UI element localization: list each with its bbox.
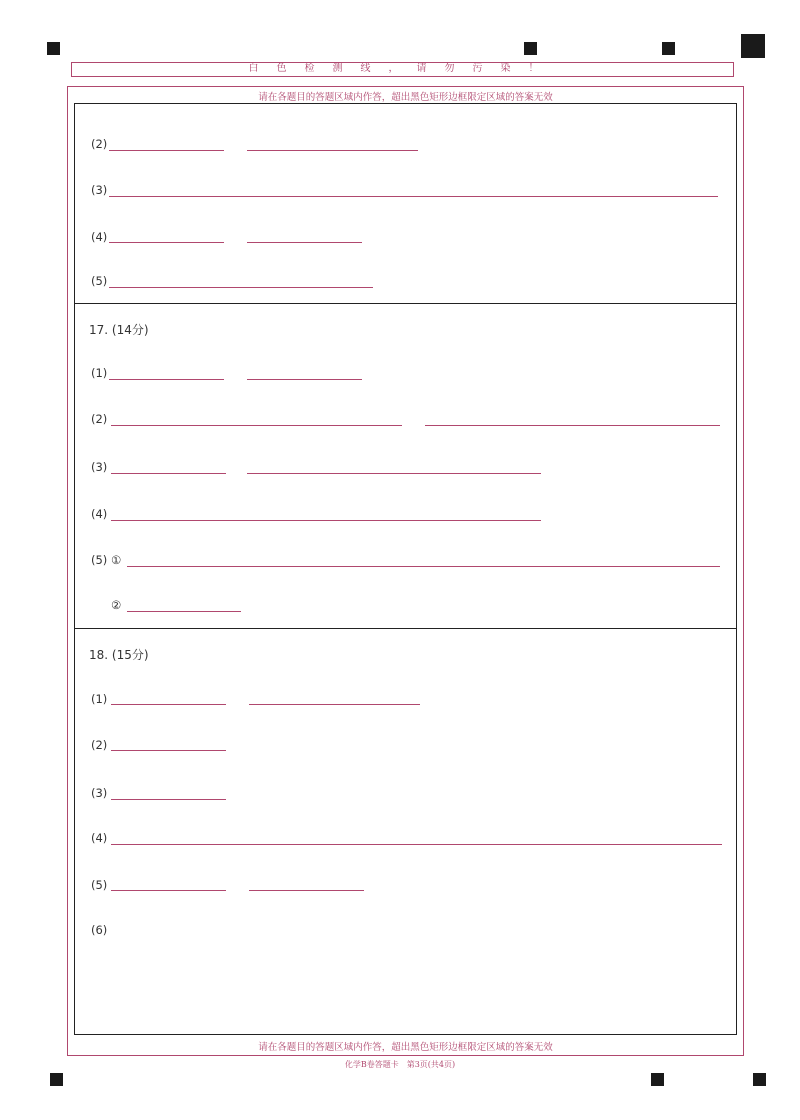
- item-label: (2): [91, 137, 108, 151]
- answer-blank[interactable]: [111, 799, 226, 800]
- answer-blank[interactable]: [111, 704, 226, 705]
- item-label: (5) ①: [91, 553, 122, 567]
- item-label: (5): [91, 878, 108, 892]
- answer-blank[interactable]: [109, 150, 224, 151]
- section-divider: [75, 628, 736, 629]
- item-label: (6): [91, 923, 108, 937]
- item-label: (2): [91, 412, 108, 426]
- answer-blank[interactable]: [247, 473, 541, 474]
- answer-blank[interactable]: [111, 473, 226, 474]
- answer-blank[interactable]: [109, 242, 224, 243]
- answer-blank[interactable]: [249, 890, 364, 891]
- detection-line-warning: 白色检测线，请勿污染！: [71, 62, 734, 77]
- registration-mark-bottom-center: [651, 1073, 664, 1086]
- answer-blank[interactable]: [111, 750, 226, 751]
- item-label: (5): [91, 274, 108, 288]
- item-label: (3): [91, 786, 108, 800]
- answer-blank[interactable]: [111, 425, 402, 426]
- registration-mark-bottom-right: [753, 1073, 766, 1086]
- registration-mark-bottom-left: [50, 1073, 63, 1086]
- frame-note-bottom: 请在各题目的答题区域内作答，超出黑色矩形边框限定区域的答案无效: [258, 1042, 553, 1053]
- section-divider: [75, 303, 736, 304]
- answer-blank[interactable]: [109, 287, 373, 288]
- item-label: (4): [91, 507, 108, 521]
- answer-blank[interactable]: [425, 425, 720, 426]
- item-label: (4): [91, 230, 108, 244]
- item-label: (3): [91, 460, 108, 474]
- item-label: ②: [111, 598, 122, 612]
- page-footer: 化学B卷答题卡 第3页(共4页): [344, 1060, 456, 1069]
- answer-blank[interactable]: [111, 520, 541, 521]
- free-answer-area[interactable]: [111, 942, 711, 1022]
- registration-mark-top-left: [47, 42, 60, 55]
- answer-blank[interactable]: [247, 150, 418, 151]
- answer-blank[interactable]: [111, 890, 226, 891]
- item-label: (3): [91, 183, 108, 197]
- question-heading: 17. (14分): [89, 323, 149, 337]
- question-heading: 18. (15分): [89, 648, 149, 662]
- registration-mark-top-right: [662, 42, 675, 55]
- answer-area: [74, 103, 737, 1035]
- answer-blank[interactable]: [247, 242, 362, 243]
- frame-note-top: 请在各题目的答题区域内作答，超出黑色矩形边框限定区域的答案无效: [258, 92, 553, 103]
- answer-blank[interactable]: [247, 379, 362, 380]
- item-label: (2): [91, 738, 108, 752]
- answer-blank[interactable]: [249, 704, 420, 705]
- answer-blank[interactable]: [109, 379, 224, 380]
- answer-blank[interactable]: [111, 844, 722, 845]
- registration-mark-top-corner: [741, 34, 765, 58]
- item-label: (1): [91, 692, 108, 706]
- answer-blank[interactable]: [109, 196, 718, 197]
- answer-blank[interactable]: [127, 611, 241, 612]
- answer-blank[interactable]: [127, 566, 720, 567]
- registration-mark-top-center: [524, 42, 537, 55]
- item-label: (4): [91, 831, 108, 845]
- item-label: (1): [91, 366, 108, 380]
